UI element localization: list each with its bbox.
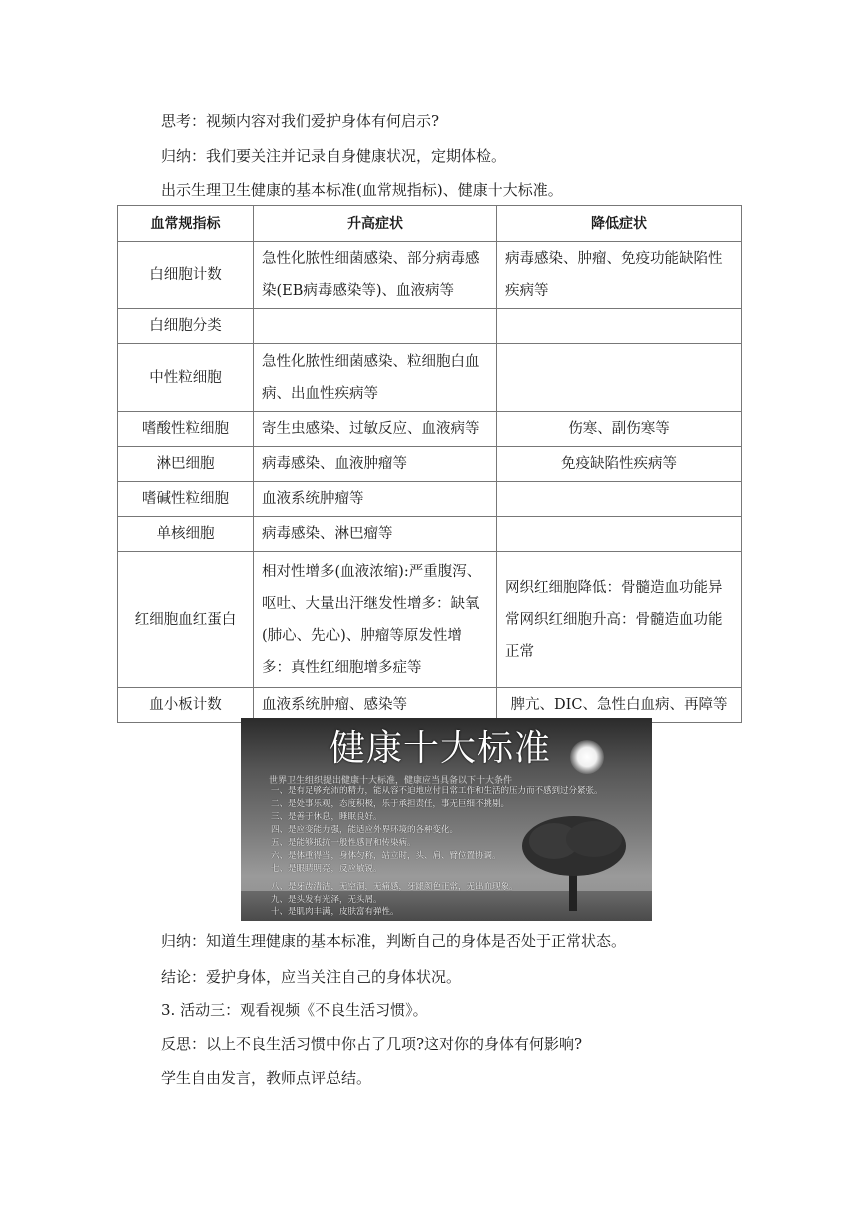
row-down [497, 309, 742, 344]
paragraph-discussion: 学生自由发言，教师点评总结。 [161, 1069, 372, 1087]
row-name: 红细胞血红蛋白 [118, 552, 254, 688]
row-down [497, 517, 742, 552]
row-up: 急性化脓性细菌感染、粒细胞白血病、出血性疾病等 [254, 344, 497, 412]
standard-item: 九、是头发有光泽，无头屑。 [271, 895, 382, 905]
header-increase: 升高症状 [254, 206, 497, 242]
row-down: 伤寒、副伤寒等 [497, 412, 742, 447]
paragraph-show-standards: 出示生理卫生健康的基本标准(血常规指标)、健康十大标准。 [161, 181, 563, 199]
row-up: 病毒感染、淋巴瘤等 [254, 517, 497, 552]
blood-routine-table [117, 205, 742, 723]
health-standards-image [241, 718, 652, 921]
header-indicator: 血常规指标 [118, 206, 254, 242]
row-up: 相对性增多(血液浓缩):严重腹泻、呕吐、大量出汗继发性增多：缺氧(肺心、先心)、肿瘤等原发性增多：真性红细胞增多症等 [254, 552, 497, 688]
row-down: 网织红细胞降低：骨髓造血功能异常网织红细胞升高：骨髓造血功能正常 [497, 552, 742, 688]
row-down: 脾亢、DIC、急性白血病、再障等 [497, 688, 742, 723]
image-subtitle: 世界卫生组织提出健康十大标准，健康应当具备以下十大条件 [269, 776, 513, 786]
image-title: 健康十大标准 [329, 728, 552, 769]
standard-item: 三、是善于休息，睡眠良好。 [271, 812, 382, 822]
standard-item: 六、是体重得当，身体匀称，站立时，头、肩、臂位置协调。 [271, 851, 501, 861]
table-row [118, 242, 742, 309]
row-name: 单核细胞 [118, 517, 254, 552]
row-up: 急性化脓性细菌感染、部分病毒感染(EB病毒感染等)、血液病等 [254, 242, 497, 309]
row-name: 白细胞分类 [118, 309, 254, 344]
standard-item: 二、是处事乐观，态度积极，乐于承担责任，事无巨细不挑剔。 [271, 799, 510, 809]
standard-item: 五、是能够抵抗一般性感冒和传染病。 [271, 838, 416, 848]
paragraph-conclusion: 结论：爱护身体，应当关注自己的身体状况。 [161, 968, 462, 986]
paragraph-think: 思考：视频内容对我们爱护身体有何启示? [161, 112, 440, 130]
row-up: 血液系统肿瘤等 [254, 482, 497, 517]
standard-item: 八、是牙齿清洁，无空洞，无痛感，牙龈颜色正常，无出血现象。 [271, 882, 518, 892]
sun-icon [570, 740, 604, 774]
table-row [118, 344, 742, 412]
row-up: 血液系统肿瘤、感染等 [254, 688, 497, 723]
standard-item: 四、是应变能力强，能适应外界环境的各种变化。 [271, 825, 459, 835]
standard-item: 十、是肌肉丰满，皮肤富有弹性。 [271, 907, 399, 917]
row-down: 免疫缺陷性疾病等 [497, 447, 742, 482]
paragraph-activity-three: 3. 活动三：观看视频《不良生活习惯》。 [161, 1001, 428, 1019]
row-down [497, 482, 742, 517]
row-up [254, 309, 497, 344]
table-row [118, 309, 742, 344]
table-row [118, 517, 742, 552]
row-name: 淋巴细胞 [118, 447, 254, 482]
row-name: 白细胞计数 [118, 242, 254, 309]
table-row [118, 552, 742, 688]
tree-icon [514, 801, 634, 911]
paragraph-reflection: 反思：以上不良生活习惯中你占了几项?这对你的身体有何影响? [161, 1035, 583, 1053]
paragraph-summary: 归纳：我们要关注并记录自身健康状况，定期体检。 [161, 147, 507, 165]
row-name: 嗜碱性粒细胞 [118, 482, 254, 517]
table-row [118, 482, 742, 517]
row-up: 寄生虫感染、过敏反应、血液病等 [254, 412, 497, 447]
row-up: 病毒感染、血液肿瘤等 [254, 447, 497, 482]
row-name: 血小板计数 [118, 688, 254, 723]
paragraph-conclusion-summary: 归纳：知道生理健康的基本标准，判断自己的身体是否处于正常状态。 [161, 932, 627, 950]
table-row [118, 447, 742, 482]
table-header-row [118, 206, 742, 242]
table-row [118, 412, 742, 447]
header-decrease: 降低症状 [497, 206, 742, 242]
row-name: 中性粒细胞 [118, 344, 254, 412]
row-down [497, 344, 742, 412]
row-down: 病毒感染、肿瘤、免疫功能缺陷性疾病等 [497, 242, 742, 309]
standard-item: 七、是眼睛明亮，反应敏锐。 [271, 864, 382, 874]
standard-item: 一、是有足够充沛的精力，能从容不迫地应付日常工作和生活的压力而不感到过分紧张。 [271, 786, 603, 796]
row-name: 嗜酸性粒细胞 [118, 412, 254, 447]
